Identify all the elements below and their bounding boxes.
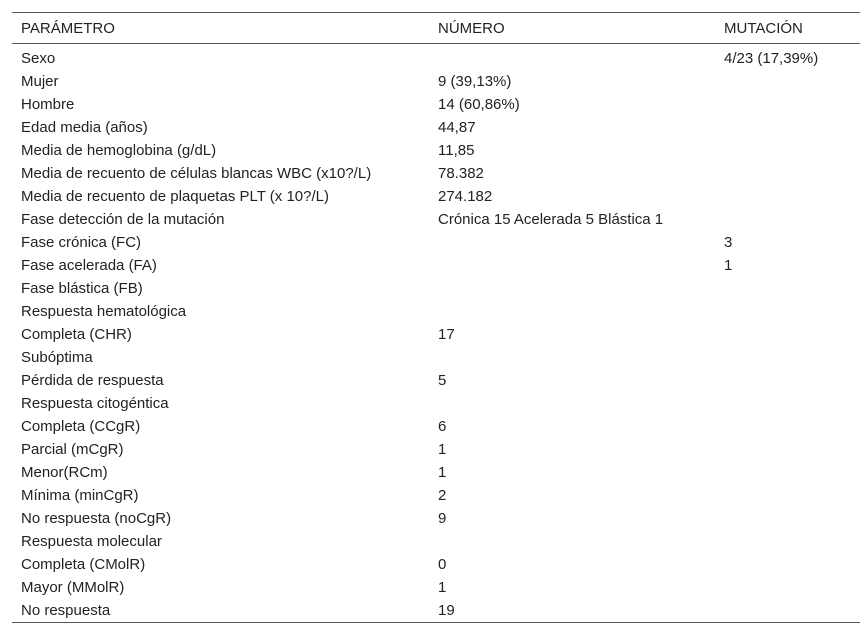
cell-numero (429, 530, 715, 553)
cell-mutacion (715, 185, 860, 208)
cell-numero: 6 (438, 418, 447, 435)
table-row (12, 438, 860, 461)
cell-numero (429, 254, 715, 277)
table-row (12, 70, 860, 93)
table-row (12, 576, 860, 599)
cell-parametro: Menor(RCm) (21, 464, 108, 481)
cell-mutacion (715, 415, 860, 438)
cell-parametro: No respuesta (21, 602, 111, 619)
cell-parametro: No respuesta (noCgR) (21, 510, 172, 527)
table-row (12, 392, 860, 415)
cell-mutacion (715, 139, 860, 162)
cell-numero: 44,87 (438, 119, 476, 136)
cell-mutacion (715, 507, 860, 530)
cell-mutacion (715, 323, 860, 346)
table-row (12, 231, 860, 254)
cell-parametro: Completa (CHR) (21, 326, 132, 343)
cell-parametro: Completa (CMolR) (21, 556, 146, 573)
cell-numero: 2 (438, 487, 447, 504)
cell-numero (429, 346, 715, 369)
table-row (12, 116, 860, 139)
cell-mutacion (715, 116, 860, 139)
cell-parametro: Mayor (MMolR) (21, 579, 125, 596)
cell-parametro: Respuesta hematológica (21, 303, 187, 320)
cell-parametro: Subóptima (21, 349, 93, 366)
cell-mutacion (715, 369, 860, 392)
cell-numero: 11,85 (438, 142, 475, 159)
cell-numero: 19 (438, 602, 455, 619)
cell-parametro: Fase acelerada (FA) (21, 257, 157, 274)
cell-mutacion (715, 599, 860, 623)
table-row (12, 346, 860, 369)
cell-numero (429, 277, 715, 300)
cell-parametro: Mujer (21, 73, 59, 90)
table-row (12, 553, 860, 576)
cell-numero: 5 (438, 372, 447, 389)
cell-mutacion: 4/23 (17,39%) (724, 50, 819, 67)
cell-mutacion (715, 461, 860, 484)
cell-numero: 274.182 (438, 188, 493, 205)
cell-mutacion (715, 93, 860, 116)
cell-mutacion (715, 70, 860, 93)
cell-numero: 1 (438, 464, 447, 481)
cell-parametro: Pérdida de respuesta (21, 372, 164, 389)
cell-numero: 1 (438, 579, 447, 596)
cell-numero (429, 44, 715, 71)
table-row (12, 93, 860, 116)
table-row (12, 461, 860, 484)
table-row (12, 323, 860, 346)
cell-parametro: Parcial (mCgR) (21, 441, 124, 458)
cell-mutacion: 1 (724, 257, 733, 274)
cell-parametro: Hombre (21, 96, 75, 113)
table-row (12, 484, 860, 507)
cell-mutacion (715, 530, 860, 553)
table-row (12, 162, 860, 185)
cell-parametro: Fase crónica (FC) (21, 234, 142, 251)
cell-parametro: Completa (CCgR) (21, 418, 141, 435)
cell-parametro: Mínima (minCgR) (21, 487, 139, 504)
cell-numero: 9 (438, 510, 447, 527)
table-row (12, 530, 860, 553)
cell-numero: 14 (60,86%) (438, 96, 520, 113)
table-row (12, 254, 860, 277)
table-row (12, 139, 860, 162)
cell-mutacion (715, 162, 860, 185)
cell-parametro: Sexo (21, 50, 56, 67)
cell-mutacion (715, 576, 860, 599)
cell-mutacion (715, 208, 860, 231)
cell-parametro: Media de hemoglobina (g/dL) (21, 142, 217, 159)
header-numero: NÚMERO (438, 19, 505, 37)
cell-numero: 1 (438, 441, 447, 458)
cell-parametro: Media de recuento de plaquetas PLT (x 10?/L) (21, 188, 329, 205)
cell-mutacion (715, 438, 860, 461)
cell-parametro: Respuesta citogéntica (21, 395, 169, 412)
table-header (12, 13, 860, 44)
cell-parametro: Fase blástica (FB) (21, 280, 143, 297)
table-row (12, 277, 860, 300)
header-mutacion: MUTACIÓN (724, 19, 803, 37)
table-row (12, 300, 860, 323)
table-row (12, 208, 860, 231)
cell-mutacion (715, 484, 860, 507)
cell-mutacion (715, 553, 860, 576)
parameters-table (12, 12, 860, 623)
cell-parametro: Fase detección de la mutación (21, 211, 225, 228)
cell-mutacion (715, 346, 860, 369)
cell-parametro: Respuesta molecular (21, 533, 162, 550)
table-row (12, 369, 860, 392)
cell-numero (429, 231, 715, 254)
table-row (12, 44, 860, 71)
table-body (12, 44, 860, 623)
cell-numero: 9 (39,13%) (438, 73, 512, 90)
cell-mutacion (715, 277, 860, 300)
cell-numero: Crónica 15 Acelerada 5 Blástica 1 (438, 211, 664, 228)
cell-parametro: Edad media (años) (21, 119, 148, 136)
cell-numero (429, 300, 715, 323)
cell-parametro: Media de recuento de células blancas WBC (x10?/L) (21, 165, 372, 182)
header-parametro: PARÁMETRO (21, 19, 115, 37)
cell-numero (429, 392, 715, 415)
cell-mutacion (715, 300, 860, 323)
cell-numero: 0 (438, 556, 447, 573)
header-row (12, 13, 860, 44)
cell-mutacion: 3 (724, 234, 733, 251)
table-row (12, 507, 860, 530)
table-row (12, 599, 860, 623)
cell-numero: 17 (438, 326, 455, 343)
cell-mutacion (715, 392, 860, 415)
table-row (12, 185, 860, 208)
cell-numero: 78.382 (438, 165, 484, 182)
data-table-container (12, 12, 860, 623)
table-row (12, 415, 860, 438)
